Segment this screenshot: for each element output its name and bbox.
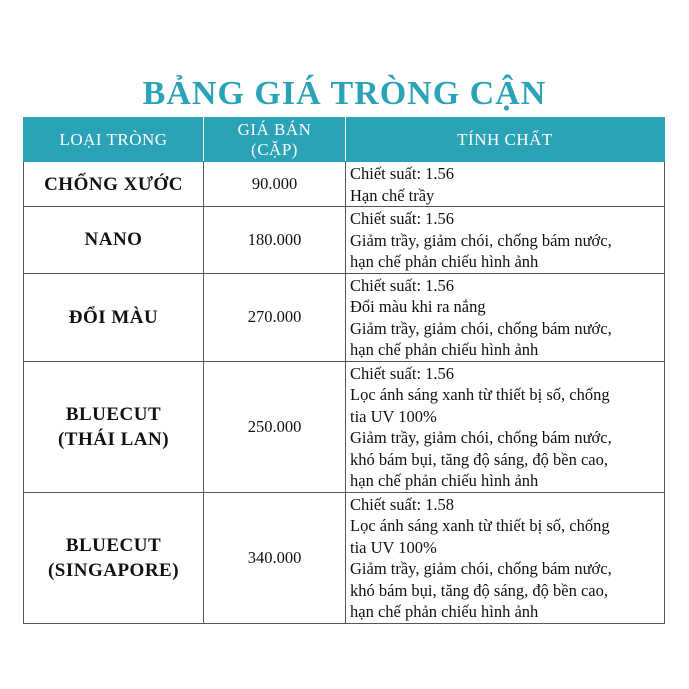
property-line: hạn chế phản chiếu hình ảnh (350, 602, 539, 621)
property-line: Giảm trầy, giảm chói, chống bám nước, (350, 559, 612, 578)
properties-cell (346, 162, 665, 207)
header-price-unit: (CẶP) (251, 139, 298, 159)
lens-type-name: NANO (84, 229, 143, 251)
property-line: hạn chế phản chiếu hình ảnh (350, 340, 539, 359)
table-row (24, 492, 665, 623)
property-line: Chiết suất: 1.58 (350, 494, 455, 514)
property-line: khó bám bụi, tăng độ sáng, độ bền cao, (350, 580, 608, 600)
lens-type-name: ĐỔI MÀU (68, 306, 159, 328)
property-line: Lọc ánh sáng xanh từ thiết bị số, chống (350, 516, 610, 535)
price-cell: 90.000 (204, 162, 346, 207)
property-line: Chiết suất: 1.56 (350, 164, 455, 183)
property-line: Chiết suất: 1.56 (350, 275, 455, 295)
properties-cell (346, 492, 665, 623)
table-body (24, 162, 665, 624)
header-price (204, 118, 346, 162)
properties-cell (346, 207, 665, 274)
header-row (24, 118, 665, 162)
property-line: Giảm trầy, giảm chói, chống bám nước, (350, 428, 612, 447)
property-line: Đổi màu khi ra nắng (350, 297, 486, 316)
lens-type-cell (24, 492, 204, 623)
price-cell: 180.000 (204, 207, 346, 274)
property-line: Chiết suất: 1.56 (350, 363, 455, 383)
table-row (24, 162, 665, 207)
table-header (24, 118, 665, 162)
lens-type-name: (THÁI LAN) (57, 428, 170, 450)
lens-type-name: BLUECUT (65, 534, 162, 556)
property-line: Chiết suất: 1.56 (350, 209, 455, 228)
header-properties (346, 118, 665, 162)
property-line: Giảm trầy, giảm chói, chống bám nước, (350, 318, 612, 338)
property-line: khó bám bụi, tăng độ sáng, độ bền cao, (350, 449, 608, 469)
properties-cell (346, 361, 665, 492)
property-line: tia UV 100% (350, 406, 437, 426)
table-row (24, 273, 665, 361)
price-cell: 250.000 (204, 361, 346, 492)
properties-cell (346, 273, 665, 361)
property-line: Hạn chế trầy (350, 185, 435, 205)
lens-type-cell (24, 207, 204, 274)
header-lens-type (24, 118, 204, 162)
lens-type-cell (24, 361, 204, 492)
property-line: hạn chế phản chiếu hình ảnh (350, 252, 539, 271)
table-row (24, 361, 665, 492)
header-price-label: GIÁ BÁN (237, 119, 312, 139)
property-line: tia UV 100% (350, 537, 437, 557)
page-title: BẢNG GIÁ TRÒNG CẬN (142, 75, 547, 112)
property-line: hạn chế phản chiếu hình ảnh (350, 471, 539, 490)
price-cell: 340.000 (204, 492, 346, 623)
lens-type-name: (SINGAPORE) (47, 559, 180, 581)
lens-type-name: CHỐNG XƯỚC (44, 173, 183, 195)
property-line: Lọc ánh sáng xanh từ thiết bị số, chống (350, 385, 610, 404)
lens-type-cell (24, 273, 204, 361)
property-line: Giảm trầy, giảm chói, chống bám nước, (350, 230, 612, 250)
header-properties-label: TÍNH CHẤT (457, 129, 553, 149)
price-cell: 270.000 (204, 273, 346, 361)
header-lens-type-label: LOẠI TRÒNG (59, 129, 168, 149)
price-table (23, 117, 665, 624)
table-row (24, 207, 665, 274)
lens-type-cell (24, 162, 204, 207)
lens-type-name: BLUECUT (65, 403, 162, 425)
